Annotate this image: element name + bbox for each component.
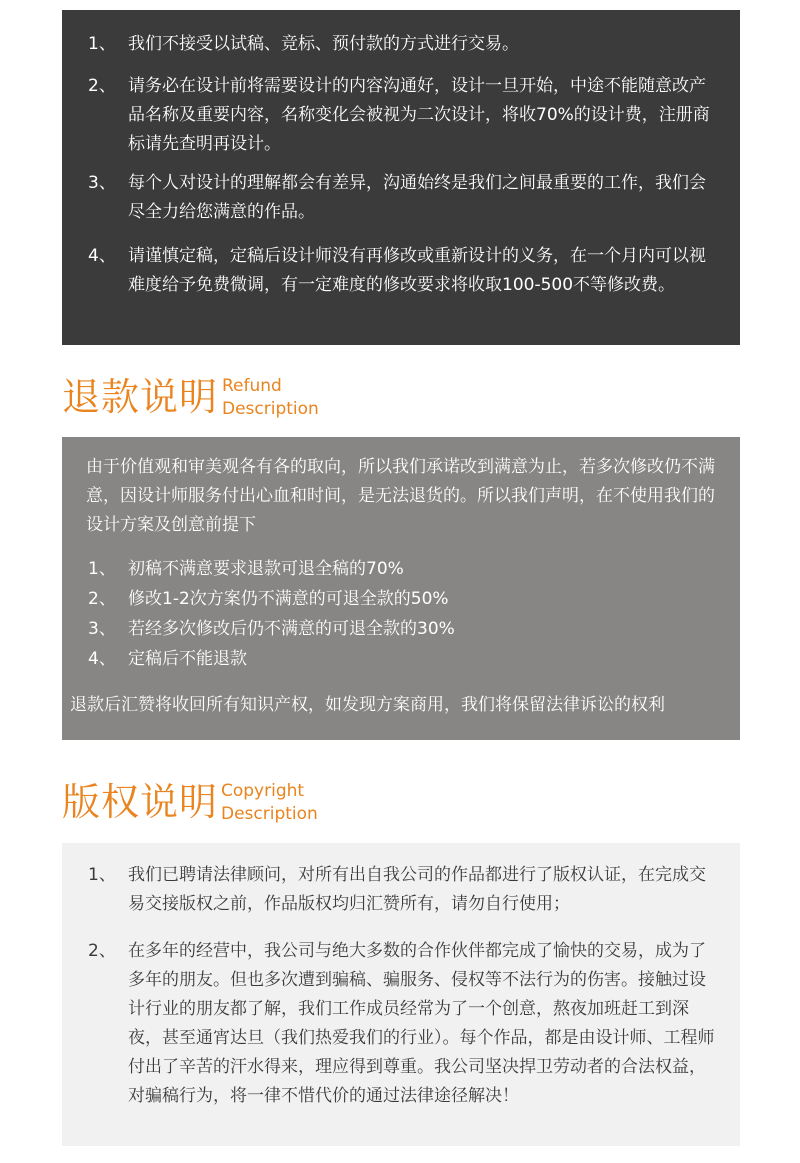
item-text: 修改1-2次方案仍不满意的可退全款的50% xyxy=(128,589,449,609)
item-number: 3、 xyxy=(88,173,116,193)
item-number: 1、 xyxy=(88,865,116,885)
refund-title-en-1: Refund xyxy=(222,376,282,396)
refund-intro: 由于价值观和审美观各有各的取向，所以我们承诺改到满意为止，若多次修改仍不满意，因设计师服务付出心血和时间，是无法退货的。所以我们声明，在不使用我们的设计方案及创意前提下 xyxy=(86,457,715,535)
refund-panel xyxy=(62,437,740,740)
copyright-panel xyxy=(62,843,740,1146)
item-text: 请务必在设计前将需要设计的内容沟通好，设计一旦开始，中途不能随意改产品名称及重要内容，名称变化会被视为二次设计，将收70%的设计费，注册商标请先查明再设计。 xyxy=(128,76,710,154)
item-text: 我们不接受以试稿、竞标、预付款的方式进行交易。 xyxy=(128,34,519,54)
item-text: 每个人对设计的理解都会有差异，沟通始终是我们之间最重要的工作，我们会尽全力给您满意的作品。 xyxy=(128,173,706,222)
item-number: 2、 xyxy=(88,589,116,609)
item-text: 我们已聘请法律顾问，对所有出自我公司的作品都进行了版权认证，在完成交易交接版权之前，作品版权均归汇赞所有，请勿自行使用； xyxy=(128,865,706,914)
item-number: 1、 xyxy=(88,34,116,54)
item-text: 请谨慎定稿，定稿后设计师没有再修改或重新设计的义务，在一个月内可以视难度给予免费微调，有一定难度的修改要求将收取100-500不等修改费。 xyxy=(128,246,706,295)
item-number: 2、 xyxy=(88,76,116,96)
item-number: 1、 xyxy=(88,559,116,579)
item-number: 3、 xyxy=(88,619,116,639)
refund-footer: 退款后汇赞将收回所有知识产权，如发现方案商用，我们将保留法律诉讼的权利 xyxy=(70,695,665,715)
item-text: 若经多次修改后仍不满意的可退全款的30% xyxy=(128,619,455,639)
refund-title: 退款说明 xyxy=(62,375,219,419)
item-text: 在多年的经营中，我公司与绝大多数的合作伙伴都完成了愉快的交易，成为了多年的朋友。但也多次遭到骗稿、骗服务、侵权等不法行为的伤害。接触过设计行业的朋友都了解，我们工作成员经常为了一个创意，熬夜加班赶工到深夜，甚至通宵达旦（我们热爱我们的行业）。每个作品，都是由设计师、工程师付出了辛苦的汗水得来，理应得到尊重。我公司坚决捍卫劳动者的合法权益，对骗稿行为，将一律不惜代价的通过法律途径解决！ xyxy=(128,941,715,1106)
item-text: 初稿不满意要求退款可退全稿的70% xyxy=(128,559,404,579)
item-text: 定稿后不能退款 xyxy=(128,649,247,669)
copyright-title-en-2: Description xyxy=(221,804,318,824)
copyright-title: 版权说明 xyxy=(62,780,219,824)
item-number: 4、 xyxy=(88,649,116,669)
refund-title-en-2: Description xyxy=(222,399,319,419)
item-number: 2、 xyxy=(88,941,116,961)
item-number: 4、 xyxy=(88,246,116,266)
policy-panel xyxy=(62,10,740,345)
copyright-title-en-1: Copyright xyxy=(221,781,305,801)
